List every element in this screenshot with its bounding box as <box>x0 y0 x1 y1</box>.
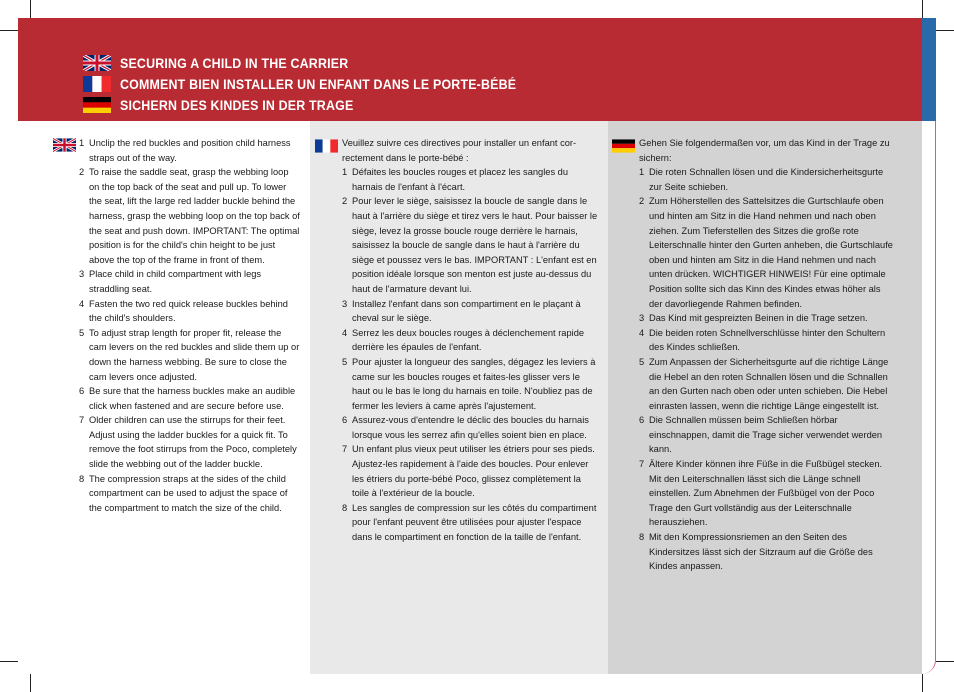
list-item: 6 Be sure that the harness buckles make an audible click when fastened and are secure before use. <box>79 386 296 411</box>
french-instructions <box>342 136 600 545</box>
list-item: 4 Die beiden roten Schnellverschlüsse hinter den Schultern des Kindes schließen. <box>639 327 886 353</box>
german-intro: Gehen Sie folgendermaßen vor, um das Kind in der Trage zu sichern: <box>639 138 890 163</box>
list-item: 1 Die roten Schnallen lösen und die Kindersicherheitsgurte zur Seite schieben. <box>639 167 884 192</box>
crop-mark <box>30 674 31 692</box>
list-item: 3 Das Kind mit gespreizten Beinen in die Trage setzen. <box>639 313 868 324</box>
list-item: 1 Défaites les boucles rouges et placez les sangles du harnais de l'enfant à l'écart. <box>342 167 569 192</box>
france-flag-icon <box>315 139 338 153</box>
list-item: 7 Un enfant plus vieux peut utiliser les étriers pour ses pieds. Ajustez-les rapidement à l'aide des boucles. Pour enlever les étriers du porte-bébé Poco, glissez complètement la toile à l'extérieur de la boucle. <box>342 444 595 499</box>
uk-flag-icon <box>83 55 111 71</box>
crop-mark <box>0 30 18 31</box>
list-item: 4 Serrez les deux boucles rouges à déclenchement rapide derrière les épaules de l'enfant. <box>342 327 585 353</box>
crop-mark <box>30 0 31 18</box>
germany-flag-icon <box>83 97 111 113</box>
french-intro: Veuillez suivre ces directives pour installer un enfant cor-rectement dans le porte-bébé : <box>342 138 577 163</box>
crop-mark <box>936 30 954 31</box>
crop-mark <box>936 661 954 662</box>
crop-mark <box>0 661 18 662</box>
heading-en: SECURING A CHILD IN THE CARRIER <box>120 56 349 71</box>
list-item: 8 Les sangles de compression sur les côtés du compartiment pour l'enfant peuvent être utilisées pour ajuster l'espace dans le compartiment en fonction de la taille de l'enfant. <box>342 502 597 543</box>
list-item: 7 Ältere Kinder können ihre Füße in die Fußbügel stecken. Mit den Leiterschnallen lässt sich die Länge schnell einstellen. Zum Abnehmen der Fußbügel von der Poco Trage den Gurt vollständig aus der Leiterschnalle herausziehen. <box>639 459 883 528</box>
heading-fr: COMMENT BIEN INSTALLER UN ENFANT DANS LE PORTE-BÉBÉ <box>120 77 517 92</box>
list-item: 8 The compression straps at the sides of the child compartment can be used to adjust the space of the compartment to match the size of the child. <box>79 473 288 513</box>
germany-flag-icon <box>612 139 635 153</box>
list-item: 4 Fasten the two red quick release buckles behind the child's shoulders. <box>79 298 288 324</box>
crop-mark <box>922 674 923 692</box>
list-item: 1 Unclip the red buckles and position child harness straps out of the way. <box>79 138 291 163</box>
list-item: 3 Installez l'enfant dans son compartiment en le plaçant à cheval sur le siège. <box>342 298 581 324</box>
list-item: 3 Place child in child compartment with legs straddling seat. <box>79 269 262 294</box>
list-item: 5 Pour ajuster la longueur des sangles, dégagez les leviers à came sur les boucles rouges et faites-les glisser vers le haut ou le bas le long du harnais en toile. N'oubliez pas de fermer les leviers à came après l'ajustement. <box>342 356 596 411</box>
list-item: 2 To raise the saddle seat, grasp the webbing loop on the top back of the seat and pull up. To lower the seat, lift the large red ladder buckle behind the harness, grasp the webbing loop on the top back of the seat and push down. IMPORTANT: The optimal position is for the child's chin height to be just above the top of the frame in front of them. <box>79 167 300 265</box>
list-item: 8 Mit den Kompressionsriemen an den Seiten des Kindersitzes lässt sich der Sitzraum auf die Größe des Kindes anpassen. <box>639 532 873 572</box>
english-instructions <box>79 136 301 515</box>
list-item: 7 Older children can use the stirrups for their feet. Adjust using the ladder buckles for a quick fit. To remove the foot stirrups from the Poco, completely slide the webbing out of the ladder buckle. <box>79 415 297 470</box>
france-flag-icon <box>83 76 111 92</box>
list-item: 2 Zum Höherstellen des Sattelsitzes die Gurtschlaufe oben und hinten am Sitz in die Hand nehmen und nach oben ziehen. Zum Tieferstellen des Sitzes die große rote Leiterschnalle hinter den Gurten anheben, die Gurtschlaufe oben und hinten am Sitz in die Hand nehmen und nach unten drücken. WICHTIGER HINWEIS! Für eine optimale Position sollte sich das Kinn des Kindes etwas höher als der davorliegende Rahmen befinden. <box>639 196 893 309</box>
list-item: 2 Pour lever le siège, saisissez la boucle de sangle dans le haut à l'arrière du siège et tirez vers le haut. Pour baisser le siège, levez la grosse boucle rouge derrière le harnais, saisissez la boucle de sangle dans le haut à l'arrière du siège et poussez vers le bas. IMPORTANT : L'enfant est en position idéale lorsque son menton est juste au-dessus du haut de l'armature devant lui. <box>342 196 598 294</box>
page-edge <box>922 121 936 674</box>
heading-de: SICHERN DES KINDES IN DER TRAGE <box>120 98 354 113</box>
list-item: 6 Die Schnallen müssen beim Schließen hörbar einschnappen, damit die Trage sicher verwendet werden kann. <box>639 415 883 455</box>
crop-mark <box>922 0 923 18</box>
uk-flag-icon <box>53 138 76 152</box>
german-instructions <box>639 136 895 574</box>
language-tab <box>922 18 936 121</box>
list-item: 6 Assurez-vous d'entendre le déclic des boucles du harnais lorsque vous les serrez afin qu'elles soient bien en place. <box>342 415 589 440</box>
list-item: 5 Zum Anpassen der Sicherheitsgurte auf die richtige Länge die Hebel an den roten Schnallen lösen und die Schnallen an den Gurten nach oben oder unten schieben. Die Hebel einrasten lassen, wenn die richtige Länge eingestellt ist. <box>639 356 889 411</box>
list-item: 5 To adjust strap length for proper fit, release the cam levers on the red buckles and slide them up or down the harness webbing. Be sure to close the cam levers once adjusted. <box>79 327 300 382</box>
